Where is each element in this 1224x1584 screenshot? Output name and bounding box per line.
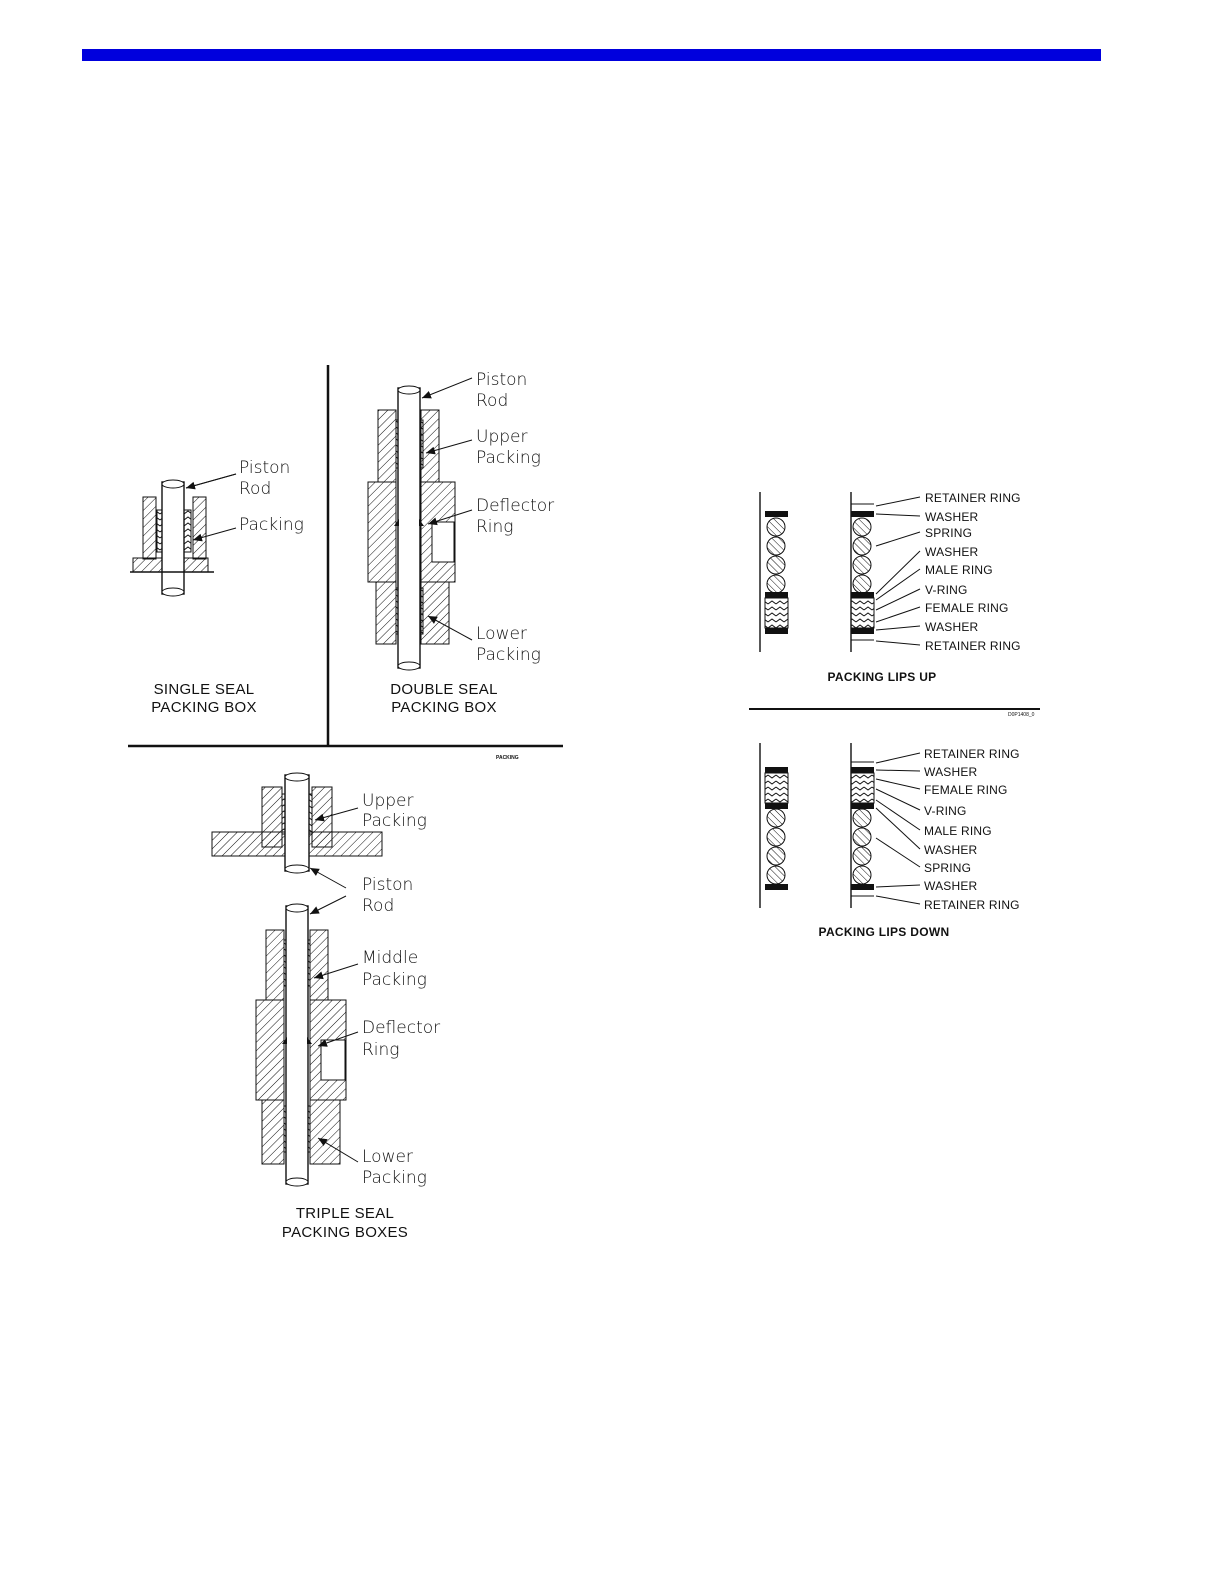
triple-seal-upper-drawing <box>212 773 382 873</box>
triple-middle-label-1: Middle <box>362 948 419 968</box>
double-deflector-label-1: Deflector <box>476 496 555 516</box>
lips-up-label-3: SPRING <box>925 526 973 540</box>
lips-up-label-6: V-RING <box>925 583 968 597</box>
lips-down-label-7: SPRING <box>924 861 972 875</box>
lips-up-coil-right-2 <box>853 537 871 555</box>
lips-down-label-2: WASHER <box>924 765 978 779</box>
single-piston-label-2: Rod <box>239 479 272 499</box>
lips-down-drawing <box>760 743 920 908</box>
lips-up-labels <box>925 491 1021 653</box>
lips-up-label-5: MALE RING <box>925 563 993 577</box>
triple-piston-label-1: Piston <box>362 875 414 895</box>
lips-up-coil-right-3 <box>853 556 871 574</box>
single-packing-label: Packing <box>239 515 304 535</box>
triple-piston-label-2: Rod <box>362 896 395 916</box>
lips-up-coil-left-1 <box>767 518 785 536</box>
single-caption-1: SINGLE SEAL <box>153 681 255 698</box>
single-caption-2: PACKING BOX <box>151 699 257 716</box>
lips-down-coil-left-4 <box>767 866 785 884</box>
lips-up-coil-left-3 <box>767 556 785 574</box>
double-lower-label-1: Lower <box>476 624 527 644</box>
left-figure-tag: PACKING <box>496 755 519 761</box>
lips-down-label-1: RETAINER RING <box>924 747 1020 761</box>
double-piston-label-1: Piston <box>476 370 528 390</box>
lips-up-label-4: WASHER <box>925 545 979 559</box>
lips-down-coil-left-1 <box>767 809 785 827</box>
lips-down-label-6: WASHER <box>924 843 978 857</box>
right-figure-tag: D0P1408_0 <box>1008 712 1035 718</box>
lips-up-label-1: RETAINER RING <box>925 491 1021 505</box>
lips-down-coil-right-2 <box>853 828 871 846</box>
lips-up-coil-left-2 <box>767 537 785 555</box>
lips-down-coil-left-2 <box>767 828 785 846</box>
double-upper-label-2: Packing <box>476 448 541 468</box>
lips-up-label-7: FEMALE RING <box>925 601 1009 615</box>
lips-down-label-8: WASHER <box>924 879 978 893</box>
lips-down-coil-right-1 <box>853 809 871 827</box>
lips-down-labels <box>924 747 1020 912</box>
lips-up-caption: PACKING LIPS UP <box>827 670 937 684</box>
lips-up-label-9: RETAINER RING <box>925 639 1021 653</box>
lips-up-label-2: WASHER <box>925 510 979 524</box>
double-seal-drawing <box>368 378 472 670</box>
triple-lower-label-1: Lower <box>362 1147 413 1167</box>
lips-up-label-8: WASHER <box>925 620 979 634</box>
single-seal-drawing <box>130 474 236 596</box>
double-caption-2: PACKING BOX <box>391 699 497 716</box>
lips-up-coil-right-1 <box>853 518 871 536</box>
lips-down-label-9: RETAINER RING <box>924 898 1020 912</box>
triple-upper-label-1: Upper <box>362 791 414 811</box>
single-piston-label-1: Piston <box>239 458 291 478</box>
triple-upper-label-2: Packing <box>362 811 427 831</box>
triple-deflector-label-2: Ring <box>362 1040 400 1060</box>
lips-down-coil-right-4 <box>853 866 871 884</box>
lips-down-coil-right-3 <box>853 847 871 865</box>
double-piston-label-2: Rod <box>476 391 509 411</box>
lips-down-label-3: FEMALE RING <box>924 783 1008 797</box>
double-upper-label-1: Upper <box>476 427 528 447</box>
double-lower-label-2: Packing <box>476 645 541 665</box>
triple-lower-label-2: Packing <box>362 1168 427 1188</box>
lips-down-springs <box>767 809 871 884</box>
lips-down-label-4: V-RING <box>924 804 967 818</box>
triple-middle-label-2: Packing <box>362 970 427 990</box>
lips-up-coil-left-4 <box>767 575 785 593</box>
double-caption-1: DOUBLE SEAL <box>390 681 498 698</box>
lips-down-caption: PACKING LIPS DOWN <box>818 925 950 939</box>
triple-seal-lower-drawing <box>256 868 358 1186</box>
double-deflector-label-2: Ring <box>476 517 514 537</box>
lips-down-coil-left-3 <box>767 847 785 865</box>
triple-deflector-label-1: Deflector <box>362 1018 441 1038</box>
lips-up-coil-right-4 <box>853 575 871 593</box>
lips-up-springs <box>767 518 871 593</box>
lips-down-label-5: MALE RING <box>924 824 992 838</box>
triple-caption-2: PACKING BOXES <box>281 1224 409 1241</box>
triple-caption-1: TRIPLE SEAL <box>295 1205 395 1222</box>
lips-up-drawing <box>760 492 920 652</box>
